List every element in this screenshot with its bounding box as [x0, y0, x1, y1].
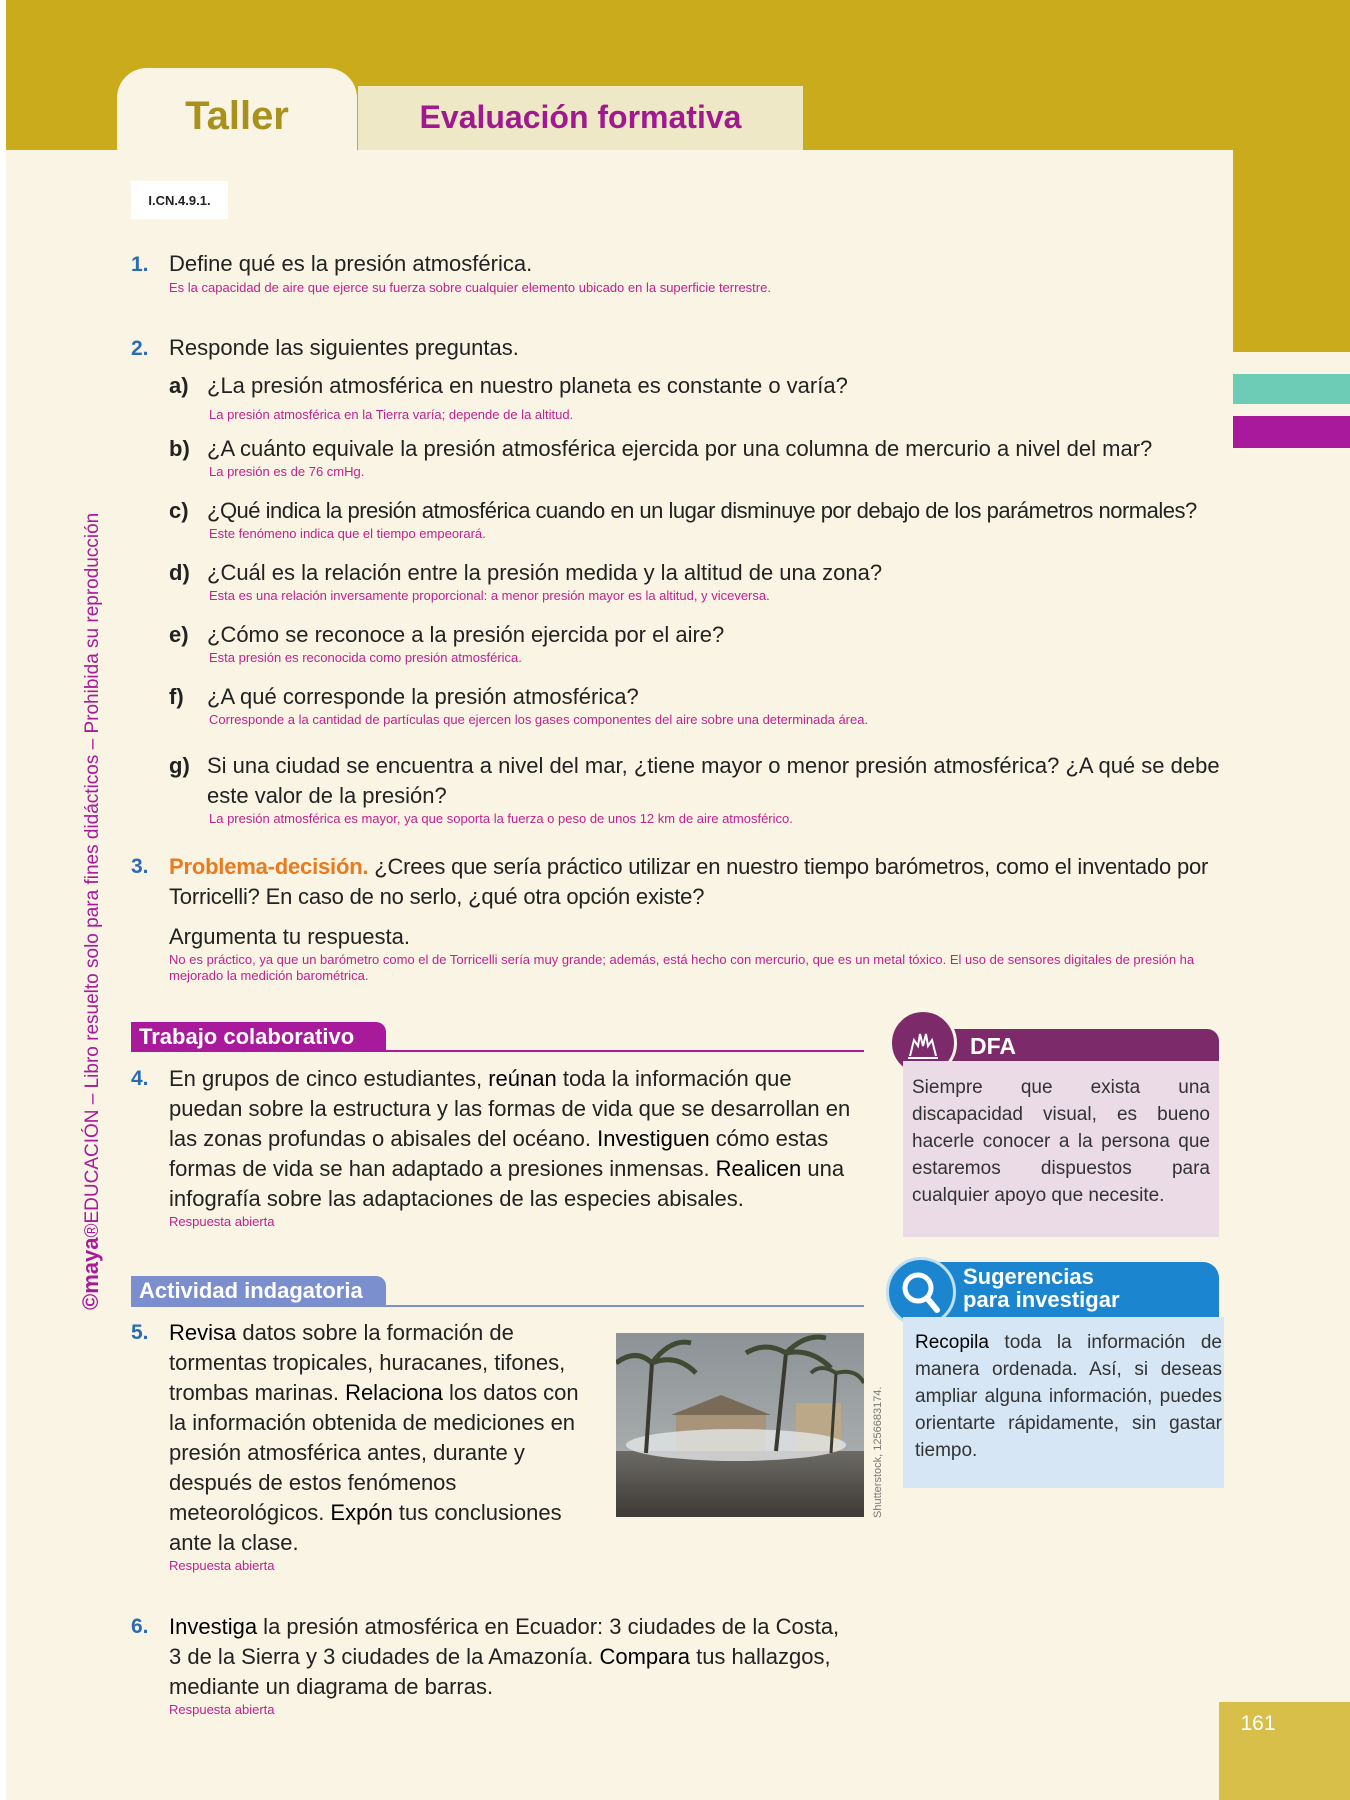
page-number: 161 — [1240, 1712, 1276, 1735]
sugerencias-text: toda la información de manera ordenada. Así, si deseas ampliar alguna información, puedes orientarte rápidamente, sin gastar tiempo. — [915, 1332, 1222, 1461]
sugerencias-body — [903, 1317, 1224, 1488]
question-6 — [131, 1612, 851, 1718]
indicator-code: I.CN.4.9.1. — [148, 193, 211, 208]
text-part: tus hallazgos, mediante un diagrama de barras. — [169, 1644, 831, 1699]
edge-tab-teal — [1233, 374, 1350, 404]
action-verb: Investiga — [169, 1614, 258, 1639]
text-part: los datos con la información obtenida de mediciones en presión atmosférica antes, durante y después de estos fenómenos meteorológicos. — [169, 1380, 579, 1525]
answer-text: Esta presión es reconocida como presión atmosférica. — [209, 650, 522, 665]
question-2 — [131, 333, 1221, 364]
action-verb: Recopila — [915, 1332, 989, 1353]
subquestion-text: ¿Qué indica la presión atmosférica cuando en un lugar disminuye por debajo de los parámetros normales? — [207, 498, 1197, 523]
question-1 — [131, 249, 1221, 296]
action-verb: Responde — [169, 335, 270, 360]
subquestion-label: c) — [169, 498, 189, 523]
question-number: 5. — [131, 1321, 149, 1344]
text-part: la presión atmosférica en Ecuador: 3 ciudades de la Costa, 3 de la Sierra y 3 ciudades de la Amazonía. — [169, 1614, 840, 1669]
subquestion-label: d) — [169, 560, 190, 585]
hurricane-photo — [616, 1333, 864, 1517]
section-title: Evaluación formativa — [419, 99, 742, 135]
answer-text: Este fenómeno indica que el tiempo empeorará. — [209, 526, 486, 541]
subquestion-label: a) — [169, 373, 189, 398]
question-number: 4. — [131, 1067, 149, 1090]
action-verb: reúnan — [488, 1066, 557, 1091]
text-part: datos sobre la formación de tormentas tropicales, huracanes, tifones, trombas marinas. — [169, 1320, 566, 1405]
sugerencias-title-1: Sugerencias — [963, 1264, 1094, 1289]
question-text: las siguientes preguntas. — [269, 335, 519, 360]
copyright-notice — [78, 480, 104, 1310]
subquestion-text: ¿Cuál es la relación entre la presión medida y la altitud de una zona? — [207, 560, 883, 585]
subquestion-b — [169, 434, 1229, 480]
answer-text: La presión atmosférica en la Tierra varía; depende de la altitud. — [209, 407, 574, 422]
subquestion-c — [169, 496, 1229, 542]
answer-text: Esta es una relación inversamente proporcional: a menor presión mayor es la altitud, y viceversa. — [209, 588, 770, 603]
action-verb: Realicen — [715, 1156, 802, 1181]
subquestion-text: ¿A qué corresponde la presión atmosférica? — [207, 684, 639, 709]
question-text: ¿Crees que sería práctico utilizar en nuestro tiempo barómetros, como el inventado por Torricelli? En caso de no serlo, ¿qué otra opción existe? — [169, 854, 1209, 909]
text-part: cómo estas formas de vida se han adaptado a presiones inmensas. — [169, 1126, 829, 1181]
question-3 — [131, 852, 1221, 984]
action-verb: Expón — [330, 1500, 393, 1525]
right-band — [1233, 0, 1350, 352]
dfa-body: Siempre que exista una discapacidad visual, es bueno hacerle conocer a la persona que estaremos dispuestos para cualquier apoyo que necesite. — [903, 1061, 1219, 1237]
subquestion-label: e) — [169, 622, 189, 647]
question-number: 1. — [131, 253, 149, 276]
section-header-colab: Trabajo colaborativo — [131, 1022, 386, 1052]
text-part: toda la información que puedan sobre la estructura y las formas de vida que se desarrollan en las zonas profundas o abisales del océano. — [169, 1066, 851, 1151]
text-part: una infografía sobre las adaptaciones de las especies abisales. — [169, 1156, 845, 1211]
dfa-title: DFA — [970, 1033, 1016, 1059]
action-verb: Compara — [599, 1644, 690, 1669]
action-verb: Define — [169, 251, 233, 276]
subquestion-text: ¿La presión atmosférica en nuestro planeta es constante o varía? — [207, 373, 848, 398]
subquestion-label: b) — [169, 436, 190, 461]
page-margin — [0, 0, 6, 1800]
subquestion-a — [169, 371, 1229, 423]
answer-text: Respuesta abierta — [169, 1214, 275, 1229]
question-text-2: tu respuesta. — [276, 924, 410, 949]
subquestion-d — [169, 558, 1229, 604]
answer-text: Respuesta abierta — [169, 1558, 275, 1573]
maya-logo: ©maya — [78, 1237, 103, 1310]
action-verb: Investiguen — [597, 1126, 710, 1151]
answer-text: La presión es de 76 cmHg. — [209, 464, 365, 479]
question-number: 3. — [131, 855, 149, 878]
action-verb: Relaciona — [345, 1380, 443, 1405]
subquestion-text: ¿Cómo se reconoce a la presión ejercida por el aire? — [207, 622, 725, 647]
photo-credit: Shutterstock, 1256683174. — [872, 1386, 884, 1518]
problem-decision-label: Problema-decisión. — [169, 854, 369, 879]
section-header-indag: Actividad indagatoria — [131, 1276, 386, 1306]
action-verb: Argumenta — [169, 924, 277, 949]
subquestion-f — [169, 682, 1229, 728]
text-part: tus conclusiones ante la clase. — [169, 1500, 562, 1555]
question-text: qué es la presión atmosférica. — [232, 251, 533, 276]
subquestion-text: ¿A cuánto equivale la presión atmosférica ejercida por una columna de mercurio a nivel del mar? — [207, 436, 1153, 461]
answer-text: La presión atmosférica es mayor, ya que soporta la fuerza o peso de unos 12 km de aire atmosférico. — [209, 811, 793, 826]
subquestion-g — [169, 751, 1229, 827]
subquestion-label: g) — [169, 753, 190, 778]
question-number: 2. — [131, 337, 149, 360]
answer-text: No es práctico, ya que un barómetro como el de Torricelli sería muy grande; además, está hecho con mercurio, que es un metal tóxico. El uso de sensores digitales de presión ha mejorado la medición barométrica. — [169, 952, 1195, 983]
edge-tab-magenta — [1233, 416, 1350, 448]
answer-text: Respuesta abierta — [169, 1702, 275, 1717]
subquestion-e — [169, 620, 1229, 666]
text-part: En grupos de cinco estudiantes, — [169, 1066, 489, 1091]
sugerencias-title-2: para investigar — [963, 1287, 1120, 1312]
question-5 — [131, 1318, 586, 1574]
section-header-line — [131, 1050, 864, 1052]
question-4 — [131, 1064, 866, 1230]
action-verb: Revisa — [169, 1320, 237, 1345]
subquestion-label: f) — [169, 684, 184, 709]
answer-text: Corresponde a la cantidad de partículas que ejercen los gases componentes del aire sobre una determinada área. — [209, 712, 869, 727]
answer-text: Es la capacidad de aire que ejerce su fuerza sobre cualquier elemento ubicado en la superficie terrestre. — [169, 280, 771, 295]
question-number: 6. — [131, 1615, 149, 1638]
section-header-line — [131, 1305, 864, 1307]
tab-title: Taller — [185, 94, 289, 138]
subquestion-text: Si una ciudad se encuentra a nivel del mar, ¿tiene mayor o menor presión atmosférica? ¿A qué se debe este valor de la presión? — [207, 753, 1220, 808]
copyright-text: ®EDUCACIÓN – Libro resuelto solo para fines didácticos – Prohibida su reproducción — [82, 512, 103, 1238]
